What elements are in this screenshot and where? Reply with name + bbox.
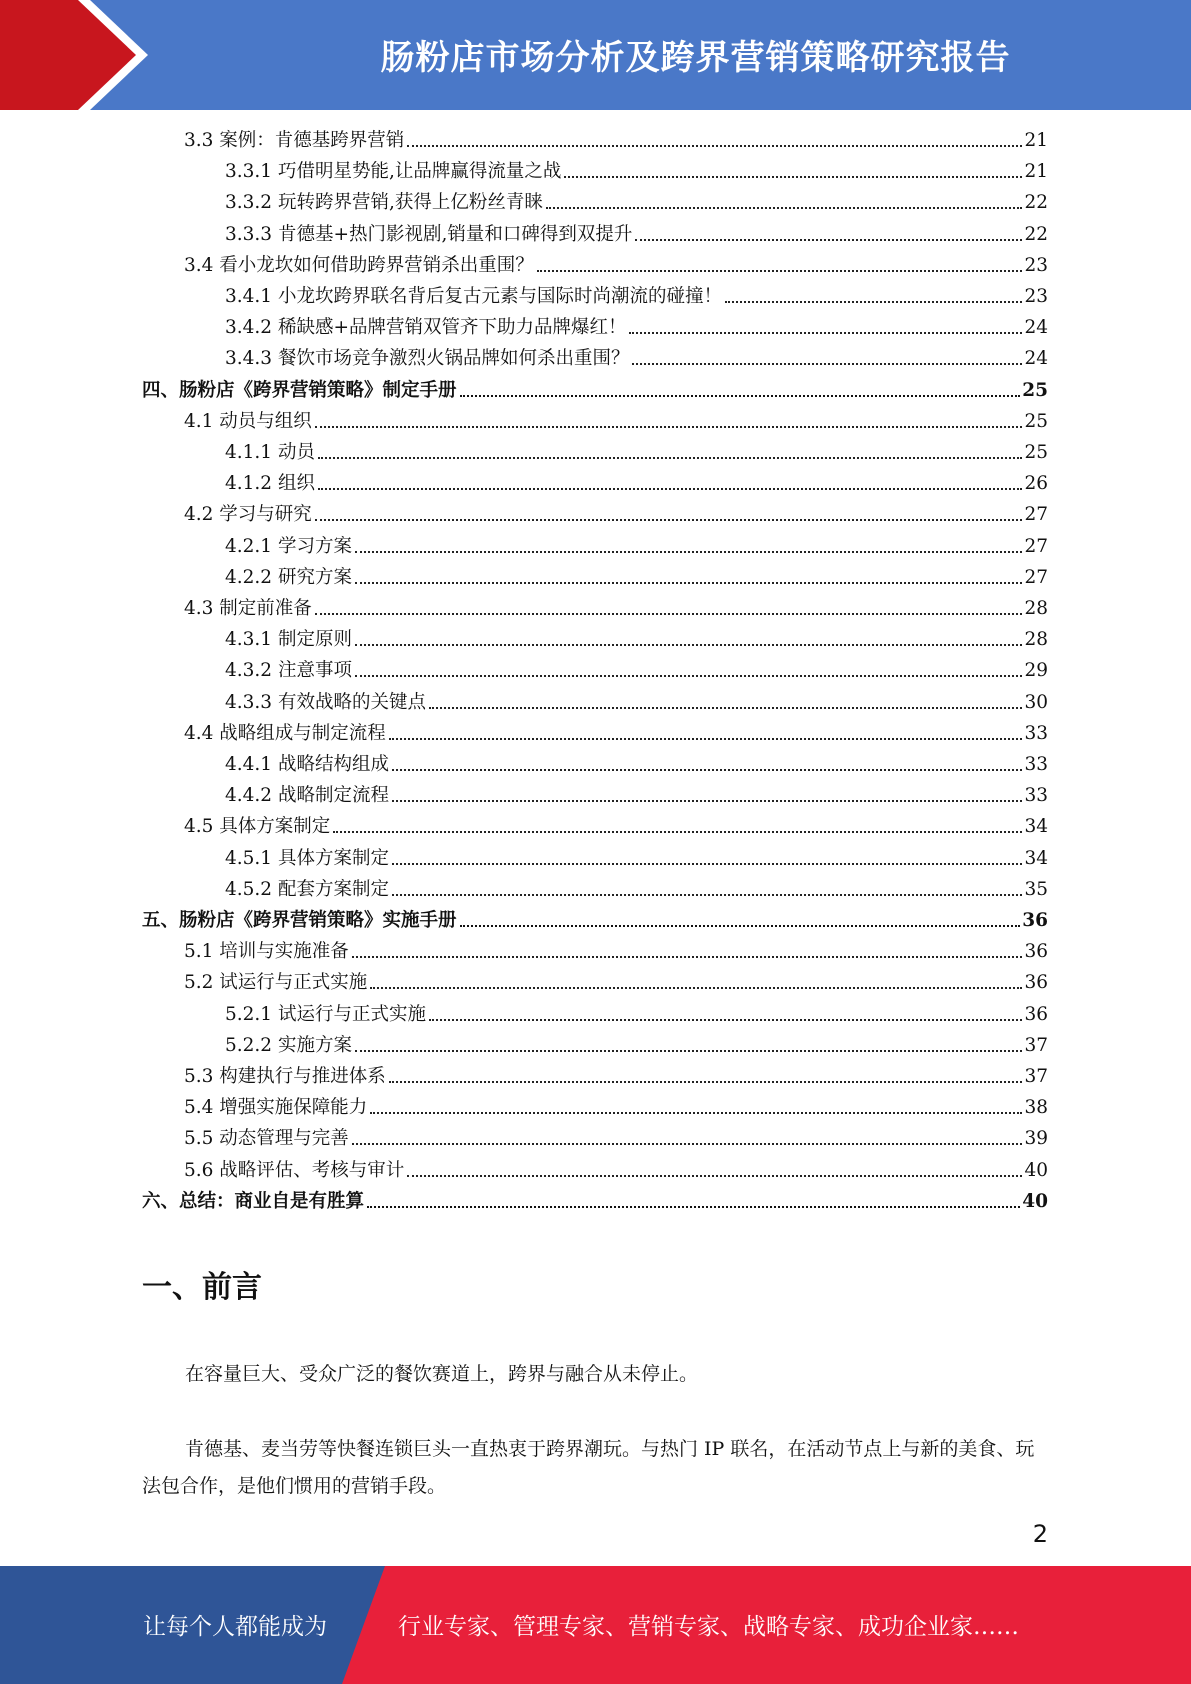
toc-entry-page: 34 xyxy=(1024,847,1048,869)
toc-entry-label: 4.1 动员与组织 xyxy=(184,410,312,432)
toc-entry-label: 3.4.3 餐饮市场竞争激烈火锅品牌如何杀出重围？ xyxy=(225,348,630,370)
toc-entry[interactable] xyxy=(184,126,1048,156)
toc-entry[interactable] xyxy=(225,656,1048,686)
toc-entry-page: 36 xyxy=(1022,910,1048,931)
toc-entry-label: 3.3.2 玩转跨界营销,获得上亿粉丝青睐 xyxy=(225,192,543,214)
toc-entry-page: 36 xyxy=(1024,941,1048,963)
toc-entry[interactable] xyxy=(225,220,1048,250)
toc-entry-page: 27 xyxy=(1024,535,1048,557)
toc-leader-dots xyxy=(429,1019,1022,1021)
toc-leader-dots xyxy=(352,1143,1023,1145)
toc-entry-label: 5.2.2 实施方案 xyxy=(225,1034,352,1056)
toc-entry[interactable] xyxy=(225,875,1048,905)
toc-entry-label: 4.3.1 制定原则 xyxy=(225,629,352,651)
toc-entry[interactable] xyxy=(225,781,1048,811)
toc-entry[interactable] xyxy=(184,1093,1048,1123)
toc-entry-page: 29 xyxy=(1024,660,1048,682)
toc-leader-dots xyxy=(355,644,1023,646)
toc-entry-page: 28 xyxy=(1024,629,1048,651)
toc-leader-dots xyxy=(460,395,1021,397)
toc-leader-dots xyxy=(370,987,1022,989)
toc-entry[interactable] xyxy=(225,188,1048,218)
toc-entry-label: 4.3.2 注意事项 xyxy=(225,660,352,682)
toc-entry[interactable] xyxy=(142,906,1048,936)
toc-leader-dots xyxy=(392,894,1022,896)
toc-entry-label: 5.5 动态管理与完善 xyxy=(184,1128,349,1150)
toc-entry-label: 4.1.2 组织 xyxy=(225,473,315,495)
toc-entry[interactable] xyxy=(225,344,1048,374)
toc-leader-dots xyxy=(389,1081,1023,1083)
toc-leader-dots xyxy=(564,176,1022,178)
toc-entry-page: 37 xyxy=(1024,1034,1048,1056)
section-heading: 一、前言 xyxy=(142,1270,262,1305)
toc-entry[interactable] xyxy=(225,625,1048,655)
toc-entry[interactable] xyxy=(184,251,1048,281)
toc-entry-label: 5.1 培训与实施准备 xyxy=(184,941,349,963)
toc-entry-label: 3.4.2 稀缺感+品牌营销双管齐下助力品牌爆红！ xyxy=(225,317,627,339)
toc-entry-page: 27 xyxy=(1024,566,1048,588)
toc-entry-page: 40 xyxy=(1024,1159,1048,1181)
toc-entry-page: 37 xyxy=(1024,1066,1048,1087)
toc-entry[interactable] xyxy=(225,1031,1048,1061)
toc-entry-label: 3.3.3 肯德基+热门影视剧,销量和口碑得到双提升 xyxy=(225,223,633,245)
toc-entry-label: 六、总结：商业自是有胜算 xyxy=(142,1190,365,1212)
toc-entry-label: 4.2.2 研究方案 xyxy=(225,566,352,588)
toc-entry-label: 4.2.1 学习方案 xyxy=(225,535,352,557)
toc-entry[interactable] xyxy=(225,532,1048,562)
toc-entry[interactable] xyxy=(184,719,1048,749)
toc-entry-page: 36 xyxy=(1024,972,1048,994)
toc-entry-label: 4.2 学习与研究 xyxy=(184,504,312,526)
toc-leader-dots xyxy=(355,582,1023,584)
toc-leader-dots xyxy=(392,769,1022,771)
toc-entry-page: 30 xyxy=(1024,691,1048,713)
toc-leader-dots xyxy=(429,707,1022,709)
toc-entry-page: 34 xyxy=(1024,816,1048,838)
footer-slogan-right: 行业专家、管理专家、营销专家、战略专家、成功企业家…… xyxy=(398,1614,1019,1640)
toc-entry-label: 4.4 战略组成与制定流程 xyxy=(184,722,386,744)
toc-entry[interactable] xyxy=(142,376,1048,406)
toc-leader-dots xyxy=(725,301,1022,303)
toc-leader-dots xyxy=(355,675,1023,677)
toc-entry[interactable] xyxy=(184,968,1048,998)
toc-entry-label: 4.5.1 具体方案制定 xyxy=(225,847,389,869)
toc-leader-dots xyxy=(367,1206,1020,1208)
toc-leader-dots xyxy=(407,1175,1022,1177)
toc-leader-dots xyxy=(407,145,1022,147)
toc-leader-dots xyxy=(392,863,1022,865)
toc-entry[interactable] xyxy=(225,844,1048,874)
toc-leader-dots xyxy=(389,738,1023,740)
toc-entry-label: 4.3.3 有效战略的关键点 xyxy=(225,691,426,713)
toc-leader-dots xyxy=(318,457,1023,459)
toc-entry-label: 5.4 增强实施保障能力 xyxy=(184,1097,368,1119)
toc-entry[interactable] xyxy=(184,594,1048,624)
toc-entry-page: 39 xyxy=(1024,1128,1048,1150)
toc-entry[interactable] xyxy=(184,1156,1048,1186)
toc-entry[interactable] xyxy=(184,812,1048,842)
toc-leader-dots xyxy=(315,613,1023,615)
toc-leader-dots xyxy=(370,1112,1022,1114)
page-number: 2 xyxy=(1032,1520,1048,1548)
toc-entry-label: 4.5 具体方案制定 xyxy=(184,816,331,838)
toc-entry-label: 5.6 战略评估、考核与审计 xyxy=(184,1159,405,1181)
toc-entry-page: 40 xyxy=(1022,1190,1048,1212)
toc-entry-label: 五、肠粉店《跨界营销策略》实施手册 xyxy=(142,910,457,931)
toc-leader-dots xyxy=(352,956,1023,958)
toc-leader-dots xyxy=(632,363,1022,365)
toc-leader-dots xyxy=(318,488,1023,490)
toc-leader-dots xyxy=(333,831,1022,833)
toc-leader-dots xyxy=(355,551,1023,553)
toc-entry-page: 25 xyxy=(1024,410,1048,432)
toc-entry-page: 22 xyxy=(1024,223,1048,245)
toc-entry-page: 33 xyxy=(1024,722,1048,744)
toc-entry[interactable] xyxy=(184,407,1048,437)
toc-leader-dots xyxy=(355,1050,1023,1052)
toc-entry[interactable] xyxy=(184,1062,1048,1092)
toc-entry-page: 23 xyxy=(1024,286,1048,307)
toc-entry-label: 4.4.1 战略结构组成 xyxy=(225,754,389,775)
toc-leader-dots xyxy=(315,426,1023,428)
toc-entry[interactable] xyxy=(225,438,1048,468)
body-paragraph: 在容量巨大、受众广泛的餐饮赛道上，跨界与融合从未停止。 xyxy=(185,1363,699,1385)
toc-entry-label: 4.4.2 战略制定流程 xyxy=(225,785,389,807)
toc-entry-page: 25 xyxy=(1022,379,1048,401)
toc-entry-label: 4.3 制定前准备 xyxy=(184,598,312,619)
toc-entry-page: 21 xyxy=(1024,130,1048,151)
header-arrow-decoration xyxy=(0,0,160,110)
toc-leader-dots xyxy=(315,519,1023,521)
toc-entry[interactable] xyxy=(184,500,1048,530)
toc-entry[interactable] xyxy=(225,563,1048,593)
toc-entry[interactable] xyxy=(225,157,1048,187)
toc-entry-page: 38 xyxy=(1024,1097,1048,1119)
toc-entry[interactable] xyxy=(225,313,1048,343)
toc-entry-page: 27 xyxy=(1024,504,1048,526)
toc-entry-page: 21 xyxy=(1024,161,1048,183)
toc-entry-page: 22 xyxy=(1024,192,1048,214)
toc-entry[interactable] xyxy=(225,688,1048,718)
toc-entry[interactable] xyxy=(225,282,1048,312)
toc-entry-page: 26 xyxy=(1024,473,1048,495)
toc-entry-page: 25 xyxy=(1024,442,1048,463)
toc-entry-label: 3.4.1 小龙坎跨界联名背后复古元素与国际时尚潮流的碰撞！ xyxy=(225,286,722,307)
page-footer xyxy=(0,1566,1191,1684)
toc-entry[interactable] xyxy=(142,1187,1048,1217)
toc-leader-dots xyxy=(546,207,1023,209)
toc-entry-page: 23 xyxy=(1024,254,1048,276)
toc-entry-page: 33 xyxy=(1024,785,1048,807)
toc-entry-label: 5.2 试运行与正式实施 xyxy=(184,972,368,994)
toc-entry[interactable] xyxy=(225,469,1048,499)
toc-entry-label: 3.3 案例：肯德基跨界营销 xyxy=(184,130,405,151)
toc-entry-page: 28 xyxy=(1024,598,1048,619)
toc-entry-label: 5.3 构建执行与推进体系 xyxy=(184,1066,386,1087)
toc-leader-dots xyxy=(635,239,1022,241)
toc-entry[interactable] xyxy=(225,750,1048,780)
toc-leader-dots xyxy=(629,332,1022,334)
page-header xyxy=(0,0,1191,110)
toc-leader-dots xyxy=(392,800,1022,802)
toc-entry-label: 四、肠粉店《跨界营销策略》制定手册 xyxy=(142,379,457,401)
toc-leader-dots xyxy=(537,270,1023,272)
toc-entry-page: 24 xyxy=(1024,317,1048,339)
toc-leader-dots xyxy=(460,925,1021,927)
body-paragraph: 肯德基、麦当劳等快餐连锁巨头一直热衷于跨界潮玩。与热门 IP 联名，在活动节点上与新的美食、玩法包合作，是他们惯用的营销手段。 xyxy=(142,1438,1035,1497)
toc-entry-label: 4.5.2 配套方案制定 xyxy=(225,878,389,900)
toc-entry[interactable] xyxy=(225,1000,1048,1030)
toc-entry-page: 36 xyxy=(1024,1003,1048,1025)
document-title: 肠粉店市场分析及跨界营销策略研究报告 xyxy=(380,38,1011,78)
toc-entry[interactable] xyxy=(184,937,1048,967)
toc-entry-label: 5.2.1 试运行与正式实施 xyxy=(225,1003,426,1025)
toc-entry-page: 33 xyxy=(1024,754,1048,775)
toc-entry-label: 4.1.1 动员 xyxy=(225,442,315,463)
toc-entry[interactable] xyxy=(184,1124,1048,1154)
toc-entry-page: 24 xyxy=(1024,348,1048,370)
toc-entry-label: 3.3.1 巧借明星势能,让品牌赢得流量之战 xyxy=(225,161,562,183)
toc-entry-label: 3.4 看小龙坎如何借助跨界营销杀出重围？ xyxy=(184,254,534,276)
toc-entry-page: 35 xyxy=(1024,878,1048,900)
footer-slogan-left: 让每个人都能成为 xyxy=(143,1614,327,1640)
